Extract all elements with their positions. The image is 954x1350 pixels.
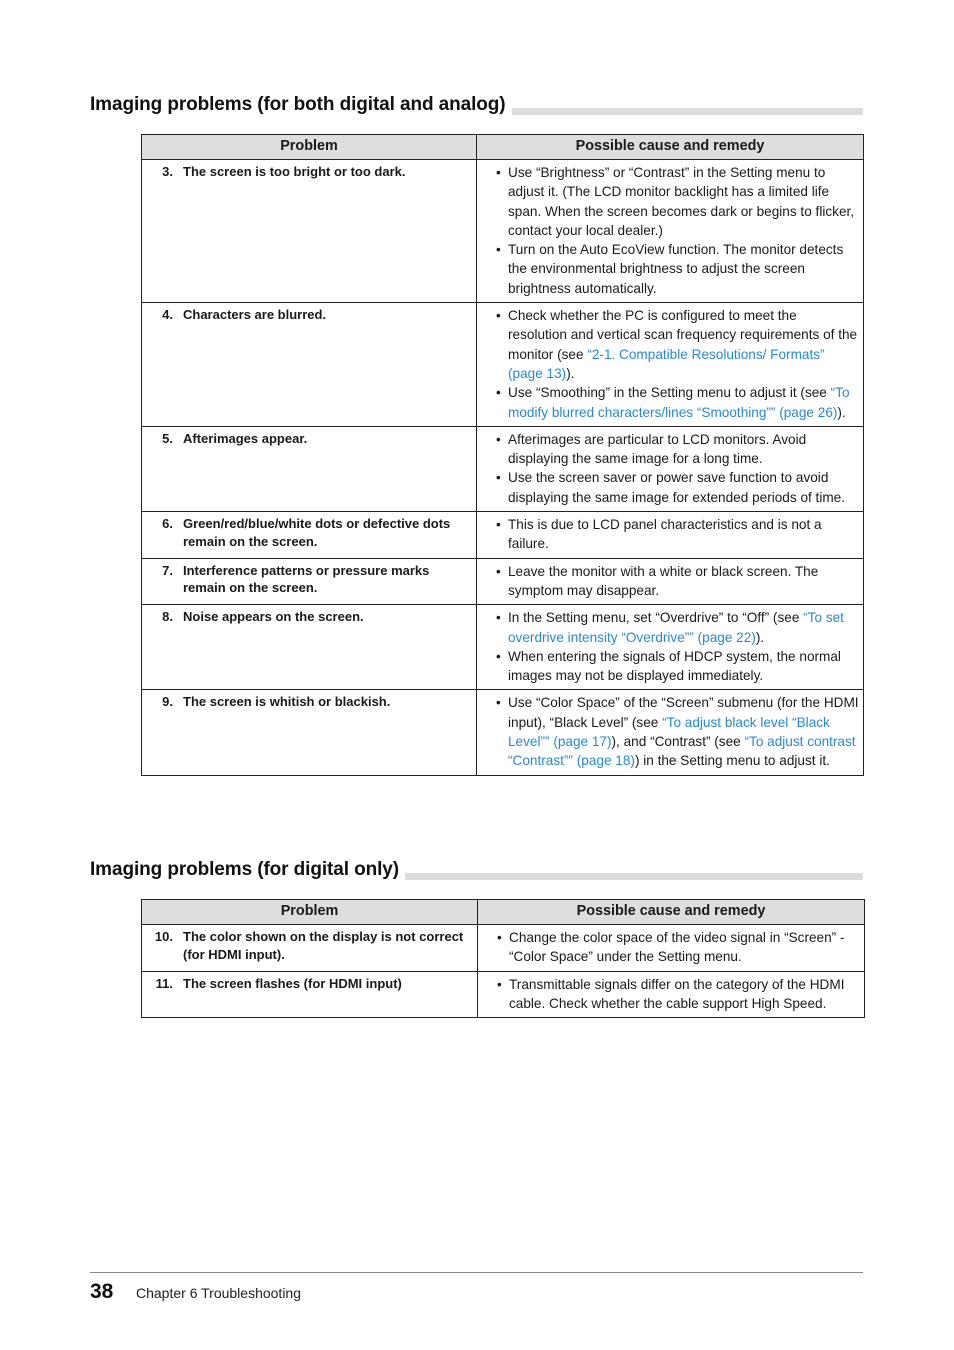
remedy-text: Use “Brightness” or “Contrast” in the Setting menu to adjust it. (The LCD monitor backlight has a limited life span. When the screen becomes dark or begins to flicker, contact your local dealer.) (508, 165, 855, 238)
problem-number: 11. (155, 975, 173, 991)
table-row (142, 303, 864, 427)
remedy-item (477, 608, 859, 647)
problem-cell (142, 558, 477, 605)
problem-text: Green/red/blue/white dots or defective dots remain on the screen. (183, 516, 451, 549)
remedy-text: ). (837, 404, 846, 420)
problem-number: 10. (154, 929, 173, 944)
bullet-icon: • (496, 165, 501, 180)
bullet-icon: • (496, 242, 501, 258)
troubleshooting-table-digital-only (141, 899, 865, 1018)
problem-text: Interference patterns or pressure marks remain on the screen. (183, 562, 430, 596)
table-header-row (142, 900, 865, 925)
table-row (142, 558, 864, 605)
problem-cell (142, 426, 477, 511)
remedy-text: Transmittable signals differ on the category of the HDMI cable. Check whether the cable support High Speed. (509, 976, 845, 1011)
remedy-list (477, 608, 859, 685)
remedy-text: Check whether the PC is configured to meet the resolution and vertical scan frequency requirements of the monitor (see (508, 308, 858, 362)
remedy-cell (478, 971, 865, 1018)
remedy-item (477, 468, 859, 507)
remedy-text: Change the color space of the video signal in “Screen” - “Color Space” under the Setting menu. (509, 930, 845, 965)
problem-text: The screen flashes (for HDMI input) (183, 975, 402, 991)
remedy-cell (478, 925, 865, 972)
remedy-list (477, 562, 859, 601)
table-row (142, 426, 864, 511)
remedy-item (478, 975, 860, 1014)
remedy-list (477, 163, 859, 298)
cross-reference-link[interactable]: “To adjust contrast “Contrast”” (page 18) (508, 734, 856, 769)
section-heading-analog-digital (90, 85, 863, 115)
remedy-item (477, 647, 859, 686)
remedy-text: ) in the Setting menu to adjust it. (634, 753, 830, 769)
problem-number: 7. (162, 562, 173, 578)
cross-reference-link[interactable]: “2-1. Compatible Resolutions/ Formats” (page 13) (508, 346, 825, 381)
remedy-item (477, 562, 859, 601)
remedy-text: Use the screen saver or power save function to avoid displaying the same image for extended periods of time. (508, 470, 846, 505)
table-header-row (142, 135, 864, 160)
table-row (142, 512, 864, 559)
remedy-cell (477, 160, 864, 303)
remedy-list (478, 928, 860, 967)
remedy-cell (477, 303, 864, 427)
remedy-text: ). (755, 629, 765, 645)
chapter-title: Chapter 6 Troubleshooting (136, 1285, 301, 1301)
problem-number: 8. (162, 609, 173, 625)
remedy-text: Use “Color Space” of the “Screen” submenu (for the HDMI input), “Black Level” (see (508, 695, 859, 730)
bullet-icon: • (497, 976, 502, 992)
problem-cell (142, 925, 478, 972)
bullet-icon: • (496, 695, 501, 711)
remedy-cell (477, 512, 864, 559)
remedy-list (478, 975, 860, 1014)
problem-cell (142, 512, 477, 559)
bullet-icon: • (496, 385, 501, 401)
problem-text: The color shown on the display is not correct (for HDMI input). (183, 929, 464, 962)
problem-cell (142, 605, 477, 690)
problem-number: 3. (162, 164, 173, 179)
remedy-text: When entering the signals of HDCP system, the normal images may not be displayed immediately. (508, 648, 841, 684)
problem-cell (142, 303, 477, 427)
column-header-problem: Problem (142, 135, 477, 160)
bullet-icon: • (496, 610, 501, 626)
cross-reference-link[interactable]: “To modify blurred characters/lines “Smoothing”” (page 26) (508, 385, 850, 420)
cross-reference-link[interactable]: “To adjust black level “Black Level”” (page 17) (508, 714, 830, 750)
section-title: Imaging problems (for both digital and analog) (90, 93, 512, 117)
page-number: 38 (90, 1280, 114, 1303)
remedy-cell (477, 426, 864, 511)
remedy-list (477, 693, 859, 770)
section-title: Imaging problems (for digital only) (90, 858, 405, 882)
problem-text: The screen is too bright or too dark. (183, 164, 406, 179)
bullet-icon: • (496, 648, 501, 664)
remedy-item (477, 430, 859, 469)
problem-text: Afterimages appear. (183, 430, 308, 446)
remedy-item (477, 240, 859, 298)
bullet-icon: • (496, 431, 501, 447)
problem-number: 4. (162, 307, 173, 323)
remedy-list (477, 430, 859, 507)
table-row (142, 605, 864, 690)
remedy-text: ). (566, 365, 575, 381)
bullet-icon: • (496, 517, 501, 533)
remedy-list (477, 515, 859, 554)
problem-number: 6. (162, 516, 173, 532)
remedy-item (477, 163, 859, 240)
cross-reference-link[interactable]: “To set overdrive intensity “Overdrive”” (page 22) (508, 610, 844, 645)
remedy-text: Turn on the Auto EcoView function. The monitor detects the environmental brightness to adjust the screen brightness automatically. (508, 242, 844, 296)
remedy-cell (477, 690, 864, 775)
table-row (142, 160, 864, 303)
remedy-text: This is due to LCD panel characteristics and is not a failure. (508, 517, 822, 552)
troubleshooting-table-analog-digital (141, 134, 864, 776)
problem-cell (142, 690, 477, 775)
column-header-problem: Problem (142, 900, 478, 925)
remedy-cell (477, 605, 864, 690)
bullet-icon: • (497, 930, 502, 945)
table-row (142, 690, 864, 775)
footer-divider (90, 1272, 863, 1273)
problem-text: The screen is whitish or blackish. (183, 694, 391, 710)
bullet-icon: • (496, 563, 501, 579)
bullet-icon: • (496, 308, 501, 324)
remedy-cell (477, 558, 864, 605)
remedy-text: ), and “Contrast” (see (611, 734, 745, 750)
remedy-text: Afterimages are particular to LCD monitors. Avoid displaying the same image for a long time. (508, 431, 807, 467)
remedy-item (477, 693, 859, 770)
remedy-item (477, 306, 859, 383)
problem-text: Characters are blurred. (183, 307, 327, 323)
column-header-remedy: Possible cause and remedy (477, 135, 864, 160)
remedy-list (477, 306, 859, 422)
problem-cell (142, 160, 477, 303)
remedy-text: Use “Smoothing” in the Setting menu to adjust it (see (508, 385, 831, 401)
remedy-item (477, 383, 859, 422)
remedy-text: Leave the monitor with a white or black screen. The symptom may disappear. (508, 563, 819, 598)
remedy-item (478, 928, 860, 967)
column-header-remedy: Possible cause and remedy (478, 900, 865, 925)
remedy-item (477, 515, 859, 554)
problem-text: Noise appears on the screen. (183, 609, 364, 625)
problem-number: 5. (162, 430, 173, 446)
remedy-text: In the Setting menu, set “Overdrive” to “Off” (see (508, 610, 804, 626)
section-heading-digital-only (90, 850, 863, 880)
problem-number: 9. (162, 694, 173, 710)
table-row (142, 925, 865, 972)
bullet-icon: • (496, 470, 501, 486)
table-row (142, 971, 865, 1018)
problem-cell (142, 971, 478, 1018)
